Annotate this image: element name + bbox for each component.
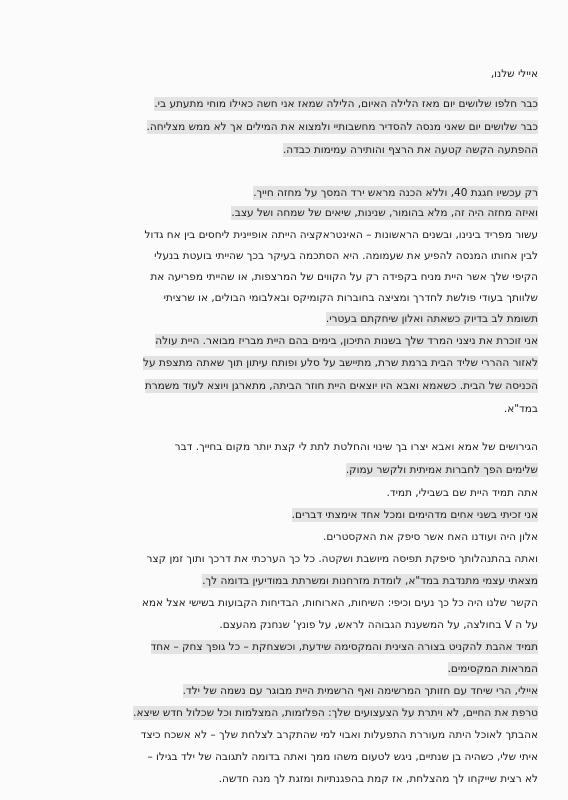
- letter-line: הכניסה של הבית. כשאמא ואבא היו יוצאים היית חוזר הביתה, מתארגן ויוצא לעוד משמרת: [144, 380, 538, 392]
- letter-line: תמיד אהבת להקניט בצורה הצינית והמקסימה שידעת, וכשצחקת – כל גופך צחק – אחד: [150, 641, 538, 653]
- letter-line: ואתה בהתנהלותך סיפקת תפיסה מיושבת ושקטה. כל כך הערכתי את דרכך ותוך זמן קצר: [146, 553, 538, 565]
- letter-line: לא רצית שייקחו לך מהצלחת, אז קמת בהפגנתיות ומזגת לך מנה חדשה.: [218, 773, 538, 785]
- letter-line: עשור מפריד בינינו, ובשנים הראשונות – האינטראקציה הייתה אופיינית ליחסים בין אח גדול: [144, 229, 538, 241]
- letter-line: מצאתי עצמי מתנדבת במד"א, לומדת מזרחנות ומשרתת במודיעין בדומה לך.: [202, 575, 538, 587]
- letter-line: לאזור ההררי שליד הבית ברמת שרת, מתיישב על סלע ופותח עיתון תוך שאתה מתצפת על: [143, 357, 538, 369]
- letter-line: איתי שלי, כשהיה בן שנתיים, ניגש לטעום משהו ממך ואתה בדומה לתגובה של ילד בגילו –: [147, 751, 538, 763]
- letter-line: כבר שלושים יום שאני מנסה להסדיר מחשבותיי ולמצוא את המילים אך לא ממש מצליחה.: [146, 121, 538, 133]
- letter-line: כבר חלפו שלושים יום מאז הלילה האיום, הלילה שמאז אני חשה כאילו מוחי מתעתע בי.: [154, 98, 538, 110]
- letter-line: ההפתעה הקשה קטעה את הרצף והותירה עמימות כבדה.: [282, 144, 538, 156]
- letter-line: על ה V בחולצה, על המשענת הגבוהה לראש, על פונץ' שנחנק מהעצם.: [219, 619, 538, 631]
- letter-line: תשומת לב בדיוק כשאתה ואלון שיחקתם בעטרי.: [325, 313, 538, 325]
- letter-line: שלימים הפך לחברות אמיתית ולקשר עמוק.: [345, 464, 538, 476]
- letter-line: המראות המקסימים.: [447, 663, 538, 675]
- letter-line: אתה תמיד היית שם בשבילי, תמיד.: [386, 487, 538, 499]
- greeting: איילי שלנו,: [490, 68, 538, 80]
- letter-line: טרפת את החיים, לא ויתרת על הצעצועים שלך: הפלזמות, המצלמות וכל שכלול חדש שיצא.: [133, 707, 538, 719]
- letter-line: רק עכשיו חגגת 40, וללא הכנה מראש ירד המסך על מחזה חייך.: [253, 187, 538, 199]
- letter-line: לבין אחותו המנסה להפיע את שעמומה. היא הסתכמה בעיקר בכך שהייתי בועטת בנעלי: [154, 250, 538, 262]
- letter-line: אהבתך לאוכל היתה מעוררת התפעלות ואבוי למי שהתקרב לצלחת שלך – לא אשכח כיצד: [140, 729, 538, 741]
- letter-line: אני זוכרת את ניצני המרד שלך בשנות התיכון, בימים בהם היית מבריז מבואר. היית עולה: [155, 335, 538, 347]
- letter-line: הקשר שלנו היה כל כך נעים וכיפי: השיחות, הארוחות, הבדיחות הקבועות בשישי אצל אמא: [141, 597, 538, 609]
- letter-line: אני זכיתי בשני אחים מדהימים ומכל אחד אימצתי דברים.: [291, 509, 538, 521]
- letter-line: ואיזה מחזה היה זה, מלא בהומור, שנינות, שיאים של שמחה ושל עצב.: [231, 207, 538, 219]
- letter-line: הגירושים של אמא ואבא יצרו בך שינוי והחלטת לתת לי קצת יותר מקום בחייך. דבר: [174, 441, 538, 453]
- letter-line: במד"א.: [503, 403, 538, 415]
- letter-line: איילי, הרי שיחד עם חזותך המרשימה ואף הרשמית היית מבוגר עם נשמה של ילד.: [182, 685, 538, 697]
- letter-line: הקיפי שלך אשר היית מניח בקפידה רק על הקווים של המרצפות, או שהייתי מפריעה את: [150, 271, 538, 283]
- letter-line: שלוותך בעודי פולשת לחדרך ומציצה בחוברות הקומיקס ובאלבומי הבולים, או שרציתי: [163, 292, 538, 304]
- letter-line: אלון היה ועודנו האח אשר סיפק את האקסטרים.: [323, 531, 538, 543]
